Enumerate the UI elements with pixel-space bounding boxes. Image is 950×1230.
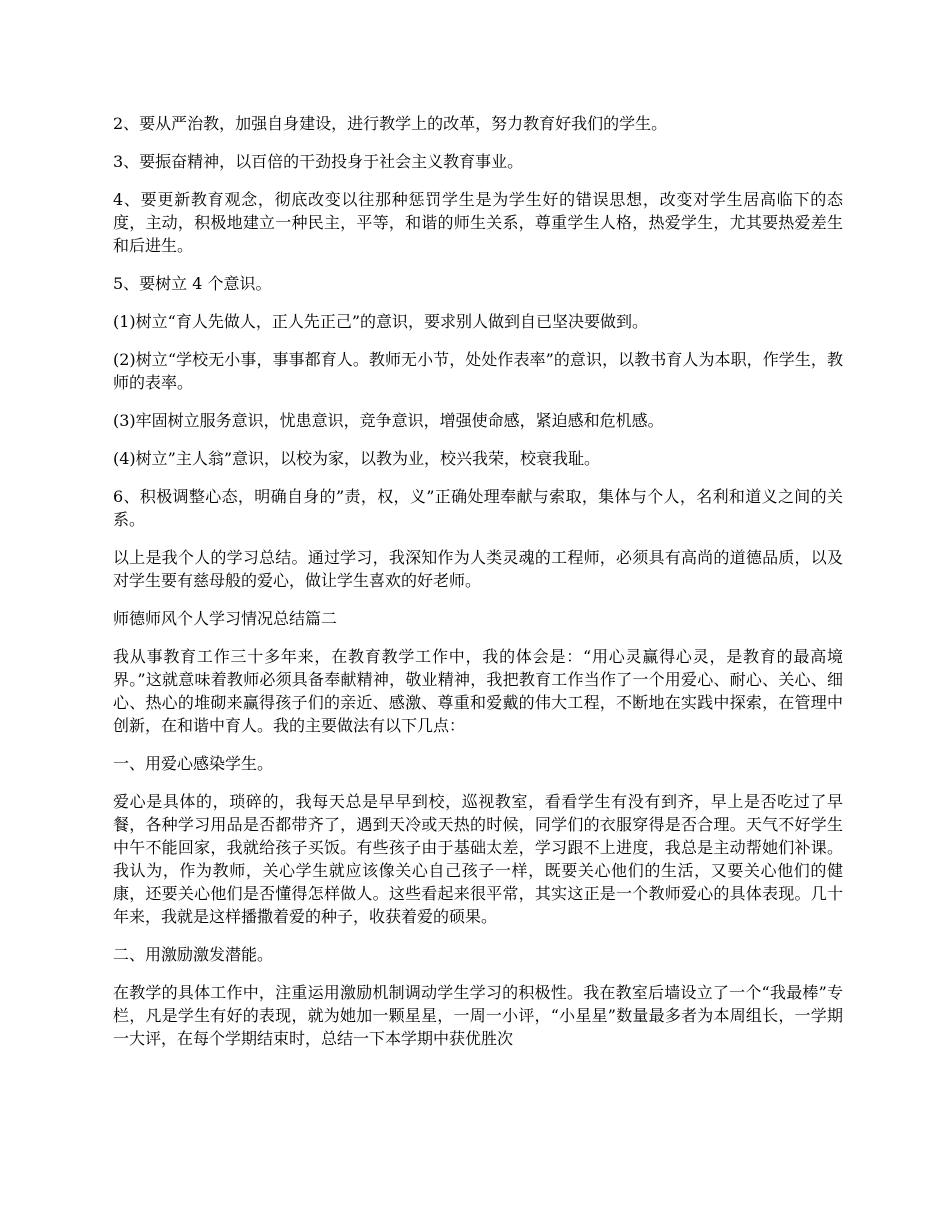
document-body (113, 112, 843, 1065)
paragraph-subitem-4: (4)树立”主人翁”意识，以校为家，以教为业，校兴我荣，校衰我耻。 (113, 449, 601, 468)
section-heading: 师德师风个人学习情况总结篇二 (113, 609, 338, 628)
point-heading-2: 二、用激励激发潜能。 (113, 945, 274, 964)
paragraph-subitem-2: (2)树立“学校无小事，事事都育人。教师无小节，处处作表率”的意识，以教书育人为本职，作学生，教师的表率。 (113, 350, 843, 392)
point-body-1: 爱心是具体的，琐碎的，我每天总是早早到校，巡视教室，看看学生有没有到齐，早上是否吃过了早餐，各种学习用品是否都带齐了，遇到天冷或天热的时候，同学们的衣服穿得是否合理。天气不好学生中午不能回家，我就给孩子买饭。有些孩子由于基础太差，学习跟不上进度，我总是主动帮她们补课。我认为，作为教师，关心学生就应该像关心自己孩子一样，既要关心他们的生活，又要关心他们的健康，还要关心他们是否懂得怎样做人。这些看起来很平常，其实这正是一个教师爱心的具体表现。几十年来，我就是这样播撒着爱的种子，收获着爱的硕果。 (113, 792, 843, 926)
paragraph-item-3: 3、要振奋精神，以百倍的干劲投身于社会主义教育事业。 (113, 152, 524, 171)
paragraph-item-4: 4、要更新教育观念，彻底改变以往那种惩罚学生是为学生好的错误思想，改变对学生居高临下的态度，主动，积极地建立一种民主，平等，和谐的师生关系，尊重学生人格，热爱学生，尤其要热爱差生和后进生。 (113, 190, 843, 255)
paragraph-subitem-1: (1)树立“育人先做人，正人先正己”的意识，要求别人做到自已坚决要做到。 (113, 312, 649, 331)
paragraph-item-6: 6、积极调整心态，明确自身的”责，权，义”正确处理奉献与索取，集体与个人，名利和道义之间的关系。 (113, 487, 843, 529)
point-heading-1: 一、用爱心感染学生。 (113, 754, 274, 773)
paragraph-subitem-3: (3)牢固树立服务意识，忧患意识，竞争意识，增强使命感，紧迫感和危机感。 (113, 411, 664, 430)
paragraph-item-2: 2、要从严治教，加强自身建设，进行教学上的改革，努力教育好我们的学生。 (113, 114, 668, 133)
paragraph-item-5: 5、要树立 4 个意识。 (113, 274, 272, 293)
summary-paragraph: 以上是我个人的学习总结。通过学习，我深知作为人类灵魂的工程师，必须具有高尚的道德品质，以及对学生要有慈母般的爱心，做让学生喜欢的好老师。 (113, 548, 843, 590)
point-body-2: 在教学的具体工作中，注重运用激励机制调动学生学习的积极性。我在教室后墙设立了一个“我最棒”专栏，凡是学生有好的表现，就为她加一颗星星，一周一小评，“小星星”数量最多者为本周组长，一学期一大评，在每个学期结束时，总结一下本学期中获优胜次 (113, 983, 843, 1048)
intro-paragraph: 我从事教育工作三十多年来，在教育教学工作中，我的体会是：“用心灵赢得心灵，是教育的最高境界。”这就意味着教师必须具备奉献精神，敬业精神，我把教育工作当作了一个用爱心、耐心、关心、细心、热心的堆砌来赢得孩子们的亲近、感激、尊重和爱戴的伟大工程，不断地在实践中探索，在管理中创新，在和谐中育人。我的主要做法有以下几点： (113, 647, 843, 735)
